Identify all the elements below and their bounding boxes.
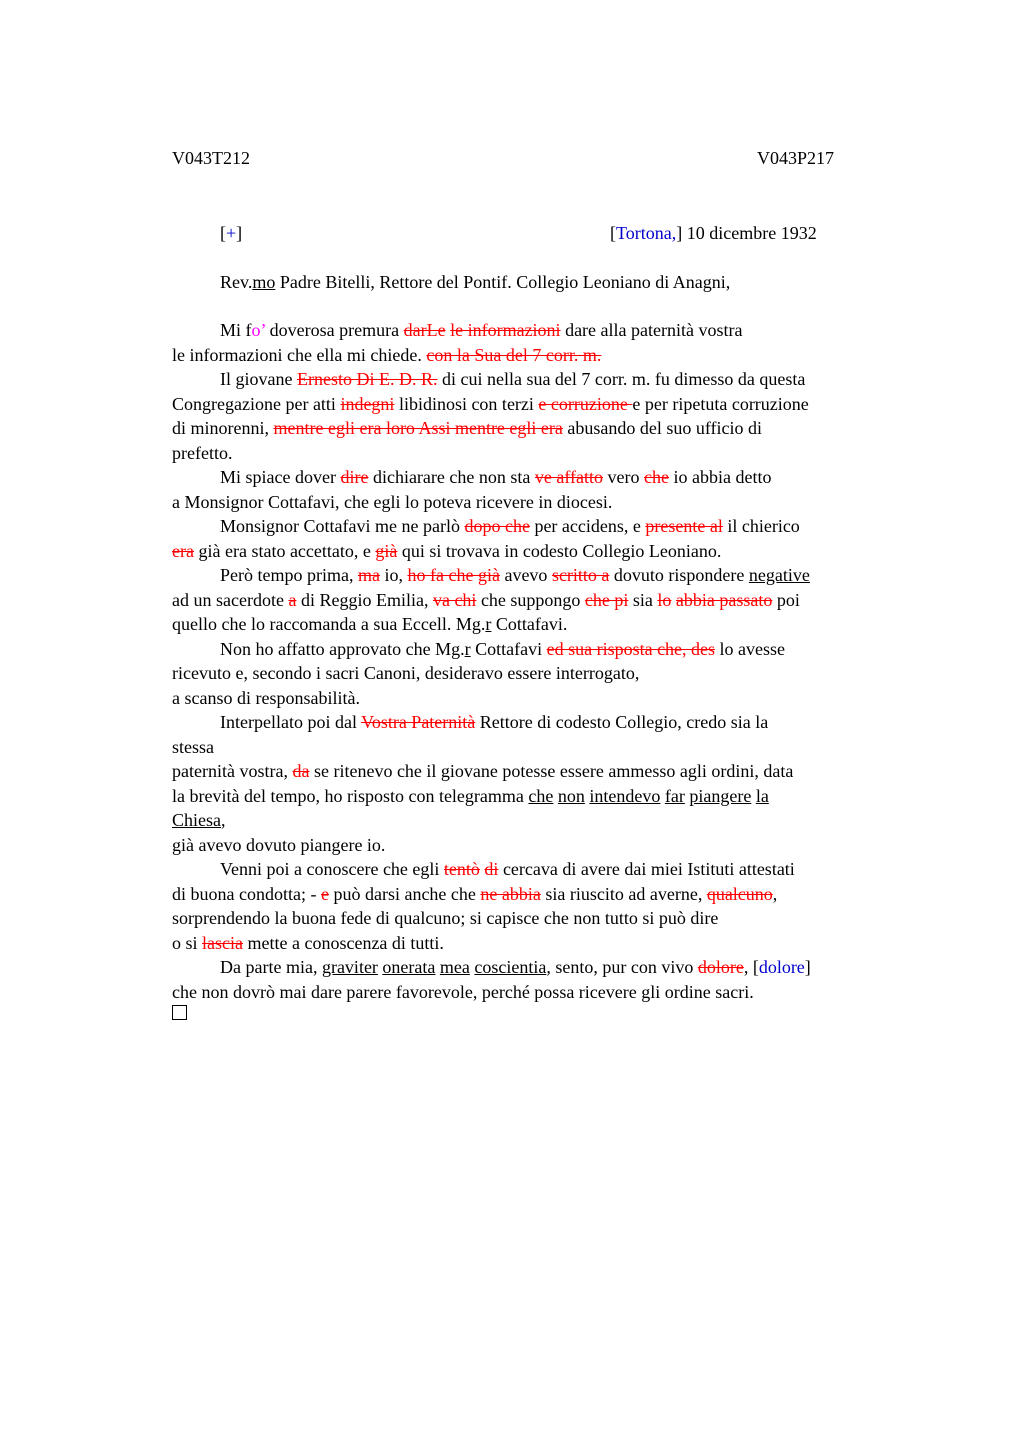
- cross-marker: [+]: [220, 223, 243, 243]
- cross-symbol: +: [226, 223, 237, 243]
- underlined-text: far: [664, 785, 685, 806]
- deleted-text: qualcuno: [706, 883, 773, 904]
- deleted-text: dire: [340, 467, 369, 487]
- end-of-text-mark: [172, 1005, 187, 1020]
- deleted-text: già: [375, 540, 398, 561]
- underlined-text: r: [485, 614, 492, 634]
- deleted-text: e corruzione: [538, 393, 633, 414]
- letter-text: Però tempo prima,: [220, 565, 358, 585]
- letter-text: cercava di avere dai miei Istituti attestati: [498, 859, 795, 879]
- deleted-text: ne abbia: [480, 883, 541, 904]
- underlined-text: che: [528, 785, 554, 806]
- letter-text: Mi spiace dover: [220, 467, 341, 487]
- deleted-text: a: [288, 589, 297, 610]
- letter-paragraph: [172, 367, 912, 465]
- letter-text: già avevo dovuto piangere io.: [172, 834, 386, 855]
- deleted-text: e: [320, 883, 329, 904]
- salutation-text: Padre Bitelli, Rettore del Pontif. Collegio Leoniano di Anagni,: [275, 272, 731, 292]
- letter-paragraph: [172, 637, 912, 711]
- deleted-text: tentò: [443, 859, 480, 879]
- salutation-title: Rev.: [220, 272, 253, 292]
- letter-text: lo avesse: [715, 638, 786, 659]
- deleted-text: mentre egli era loro Assi mentre egli era: [273, 418, 563, 438]
- deleted-text: ed sua risposta che, des: [546, 638, 716, 659]
- letter-text: dovuto rispondere: [609, 565, 749, 585]
- letter-text: ad un sacerdote: [172, 589, 289, 610]
- letter-text: dare alla paternità vostra: [560, 320, 743, 340]
- deleted-text: ho fa che già: [407, 565, 500, 585]
- letter-text: Venni poi a conoscere che egli: [220, 859, 444, 879]
- underlined-text: coscientia: [474, 957, 547, 977]
- letter-paragraph: [172, 710, 912, 857]
- letter-text: Congregazione per atti: [172, 393, 341, 414]
- deleted-text: da: [292, 761, 310, 781]
- deleted-text: di: [484, 859, 499, 879]
- letter-text: a Monsignor Cottafavi, che egli lo poteva ricevere in diocesi.: [172, 491, 613, 512]
- letter-text: può darsi anche che: [328, 883, 481, 904]
- letter-text: sorprendendo la buona fede di qualcuno; si capisce che non tutto si può dire: [172, 908, 719, 928]
- deleted-text: Vostra Paternità: [361, 712, 476, 732]
- deleted-text: darLe: [403, 320, 446, 340]
- deleted-text: con la Sua del 7 corr. m.: [426, 344, 602, 365]
- deleted-text: indegni: [340, 393, 395, 414]
- underlined-text: mea: [439, 957, 470, 977]
- deleted-text: ma: [357, 565, 380, 585]
- letter-text: mette a conoscenza di tutti.: [243, 932, 444, 953]
- letter-text: Non ho affatto approvato che Mg.: [220, 638, 465, 659]
- deleted-text: lascia: [202, 932, 243, 953]
- letter-text: di Reggio Emilia,: [296, 589, 433, 610]
- underlined-text: negative: [748, 565, 810, 585]
- letter-text: dichiarare che non sta: [368, 467, 535, 487]
- place-name: Tortona,: [616, 223, 677, 243]
- underlined-text: intendevo: [589, 785, 661, 806]
- letter-text: Mi f: [220, 320, 252, 340]
- letter-text: stessa: [172, 736, 214, 757]
- letter-text: paternità vostra,: [172, 761, 293, 781]
- letter-text: o si: [172, 932, 203, 953]
- letter-paragraph: [172, 514, 912, 563]
- letter-paragraph: [172, 955, 912, 1004]
- letter-text: quello che lo raccomanda a sua Eccell. Mg.: [172, 614, 486, 634]
- letter-text: io,: [379, 565, 408, 585]
- letter-text: sia riuscito ad averne,: [540, 883, 707, 904]
- letter-paragraph: [172, 563, 912, 637]
- inserted-text: o’: [251, 320, 266, 340]
- letter-text: per accidens, e: [529, 516, 646, 536]
- letter-text: di minorenni,: [172, 418, 274, 438]
- deleted-text: presente al: [645, 516, 723, 536]
- letter-text: se ritenevo che il giovane potesse essere ammesso agli ordini, data: [309, 761, 794, 781]
- letter-date: 10 dicembre 1932: [686, 223, 817, 243]
- letter-body: [172, 318, 912, 1004]
- letter-text: doverosa premura: [265, 320, 404, 340]
- salutation-superscript: mo: [252, 272, 276, 292]
- letter-text: il chierico: [722, 516, 800, 536]
- letter-text: vero: [603, 467, 644, 487]
- letter-paragraph: [172, 465, 912, 514]
- underlined-text: onerata: [382, 957, 436, 977]
- deleted-text: che pi: [584, 589, 629, 610]
- deleted-text: dopo che: [464, 516, 530, 536]
- letter-text: ,: [772, 883, 778, 904]
- editorial-insert: dolore: [758, 957, 805, 977]
- letter-text: avevo: [499, 565, 552, 585]
- letter-text: le informazioni che ella mi chiede.: [172, 344, 427, 365]
- letter-text: , [: [743, 957, 759, 977]
- letter-text: poi: [772, 589, 800, 610]
- left-archive-code: V043T212: [172, 148, 250, 168]
- underlined-text: Chiesa: [172, 810, 221, 830]
- letter-text: Interpellato poi dal: [220, 712, 362, 732]
- place-date-line: [Tortona,] 10 dicembre 1932: [610, 223, 817, 243]
- letter-text: io abbia detto: [668, 467, 772, 487]
- letter-text: Da parte mia,: [220, 957, 322, 977]
- deleted-text: ve affatto: [534, 467, 604, 487]
- salutation: [220, 271, 730, 293]
- letter-text: che non dovrò mai dare parere favorevole, perché possa ricevere gli ordine sacri.: [172, 981, 754, 1002]
- letter-text: ricevuto e, secondo i sacri Canoni, desideravo essere interrogato,: [172, 663, 640, 683]
- letter-text: già era stato accettato, e: [193, 540, 376, 561]
- deleted-text: che: [644, 467, 669, 487]
- letter-paragraph: [172, 318, 912, 367]
- underlined-text: non: [557, 785, 585, 806]
- letter-text: ]: [804, 957, 811, 977]
- letter-text: di cui nella sua del 7 corr. m. fu dimesso da questa: [437, 369, 806, 389]
- letter-text: sia: [628, 589, 658, 610]
- underlined-text: la: [755, 785, 769, 806]
- letter-text: Il giovane: [220, 369, 297, 389]
- letter-text: Cottafavi.: [491, 614, 568, 634]
- letter-text: che suppongo: [476, 589, 585, 610]
- letter-text: Rettore di codesto Collegio, credo sia la: [475, 712, 769, 732]
- deleted-text: era: [172, 540, 194, 561]
- deleted-text: le informazioni: [450, 320, 561, 340]
- letter-text: a scanso di responsabilità.: [172, 687, 360, 708]
- letter-text: prefetto.: [172, 442, 233, 463]
- underlined-text: piangere: [689, 785, 752, 806]
- letter-text: di buona condotta; -: [172, 883, 321, 904]
- letter-text: libidinosi con terzi: [394, 393, 539, 414]
- right-archive-code: V043P217: [757, 148, 835, 168]
- letter-text: ,: [221, 810, 226, 830]
- letter-text: abusando del suo ufficio di: [562, 418, 763, 438]
- letter-text: Cottafavi: [470, 638, 547, 659]
- deleted-text: scritto a: [551, 565, 610, 585]
- deleted-text: lo: [657, 589, 672, 610]
- underlined-text: r: [464, 638, 471, 659]
- letter-text: la brevità del tempo, ho risposto con telegramma: [172, 785, 529, 806]
- letter-text: qui si trovava in codesto Collegio Leoniano.: [397, 540, 722, 561]
- letter-text: Monsignor Cottafavi me ne parlò: [220, 516, 465, 536]
- deleted-text: dolore: [697, 957, 744, 977]
- letter-text: , sento, pur con vivo: [546, 957, 698, 977]
- letter-paragraph: [172, 857, 912, 955]
- deleted-text: abbia passato: [675, 589, 773, 610]
- deleted-text: Ernesto Di E. D. R.: [296, 369, 438, 389]
- letter-text: e per ripetuta corruzione: [632, 393, 809, 414]
- underlined-text: graviter: [321, 957, 378, 977]
- deleted-text: va chi: [432, 589, 477, 610]
